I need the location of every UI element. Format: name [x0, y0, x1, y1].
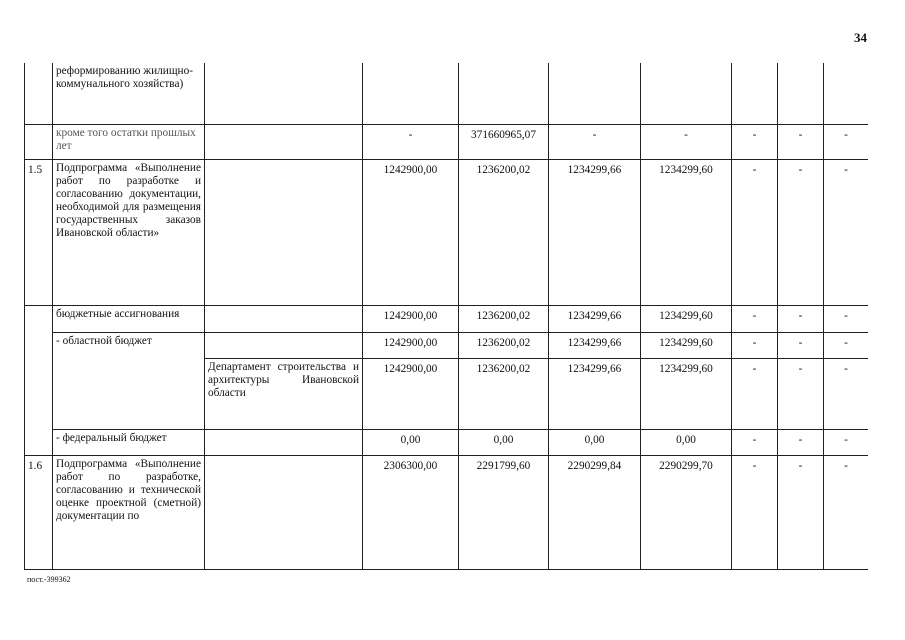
table-row-subprogram-1-5 [25, 159, 869, 305]
dash-cell: - [778, 159, 824, 305]
row-description: реформированию жилищно-коммунального хозяйства) [53, 63, 205, 124]
row-description: - областной бюджет [53, 332, 205, 429]
row-description: - федеральный бюджет [53, 429, 205, 455]
dash-cell: - [732, 358, 778, 429]
value-cell: 1234299,66 [549, 305, 641, 332]
value-cell: 1242900,00 [363, 305, 459, 332]
value-cell [549, 63, 641, 124]
value-cell: 1242900,00 [363, 159, 459, 305]
dash-cell: - [732, 305, 778, 332]
table-row-budget-allocations [25, 305, 869, 332]
row-number-cell: 1.5 [25, 159, 53, 305]
row-description: Подпрограмма «Выполнение работ по разработке, согласованию и технической оценке проектной (сметной) документации по [53, 455, 205, 569]
value-cell: 1236200,02 [459, 332, 549, 358]
dash-cell: - [732, 159, 778, 305]
value-cell: 1236200,02 [459, 305, 549, 332]
executor-cell [205, 124, 363, 159]
row-description: Подпрограмма «Выполнение работ по разработке и согласованию документации, необходимой для размещения государственных заказов Ивановской области» [53, 159, 205, 305]
value-cell [363, 63, 459, 124]
dash-cell: - [732, 332, 778, 358]
table-row-federal-budget [25, 429, 869, 455]
value-cell: 2290299,70 [641, 455, 732, 569]
value-cell: 1234299,60 [641, 159, 732, 305]
executor-cell [205, 332, 363, 358]
dash-cell: - [778, 358, 824, 429]
value-cell [641, 63, 732, 124]
dash-cell: - [824, 305, 869, 332]
value-cell: 2290299,84 [549, 455, 641, 569]
executor-cell [205, 429, 363, 455]
value-cell: 2291799,60 [459, 455, 549, 569]
executor-cell [205, 305, 363, 332]
value-cell: 0,00 [363, 429, 459, 455]
value-cell: 1234299,60 [641, 332, 732, 358]
dash-cell: - [778, 305, 824, 332]
value-cell: 1234299,60 [641, 358, 732, 429]
dash-cell: - [732, 124, 778, 159]
page-number: 34 [854, 30, 867, 45]
value-cell [459, 63, 549, 124]
row-description: кроме того остатки прошлых лет [53, 124, 205, 159]
dash-cell: - [824, 124, 869, 159]
budget-table [24, 63, 868, 570]
dash-cell: - [824, 455, 869, 569]
dash-cell [824, 63, 869, 124]
dash-cell: - [778, 124, 824, 159]
value-cell: - [641, 124, 732, 159]
value-cell: 1234299,60 [641, 305, 732, 332]
value-cell: 0,00 [459, 429, 549, 455]
dash-cell [732, 63, 778, 124]
dash-cell [778, 63, 824, 124]
table-row-regional-budget [25, 332, 869, 358]
value-cell: - [363, 124, 459, 159]
row-number-cell [25, 124, 53, 159]
value-cell: 2306300,00 [363, 455, 459, 569]
value-cell: 1234299,66 [549, 159, 641, 305]
document-footer-code: пост.-399362 [27, 575, 71, 584]
dash-cell: - [778, 455, 824, 569]
dash-cell: - [824, 332, 869, 358]
value-cell: 0,00 [641, 429, 732, 455]
executor-cell [205, 455, 363, 569]
row-number-cell: 1.6 [25, 455, 53, 569]
executor-cell: Департамент строительства и архитектуры Ивановской области [205, 358, 363, 429]
value-cell: 1234299,66 [549, 358, 641, 429]
row-description: бюджетные ассигнования [53, 305, 205, 332]
value-cell: 1236200,02 [459, 358, 549, 429]
table-row-remainder [25, 124, 869, 159]
value-cell: 0,00 [549, 429, 641, 455]
budget-table-sheet [24, 63, 868, 570]
dash-cell: - [732, 455, 778, 569]
value-cell: - [549, 124, 641, 159]
dash-cell: - [732, 429, 778, 455]
value-cell: 1234299,66 [549, 332, 641, 358]
value-cell: 1236200,02 [459, 159, 549, 305]
table-row-subprogram-1-6 [25, 455, 869, 569]
value-cell: 371660965,07 [459, 124, 549, 159]
dash-cell: - [778, 332, 824, 358]
row-number-cell [25, 63, 53, 124]
dash-cell: - [824, 358, 869, 429]
dash-cell: - [824, 159, 869, 305]
value-cell: 1242900,00 [363, 332, 459, 358]
dash-cell: - [778, 429, 824, 455]
executor-cell [205, 63, 363, 124]
executor-cell [205, 159, 363, 305]
value-cell: 1242900,00 [363, 358, 459, 429]
row-number-cell [25, 305, 53, 455]
table-row-continuation [25, 63, 869, 124]
dash-cell: - [824, 429, 869, 455]
